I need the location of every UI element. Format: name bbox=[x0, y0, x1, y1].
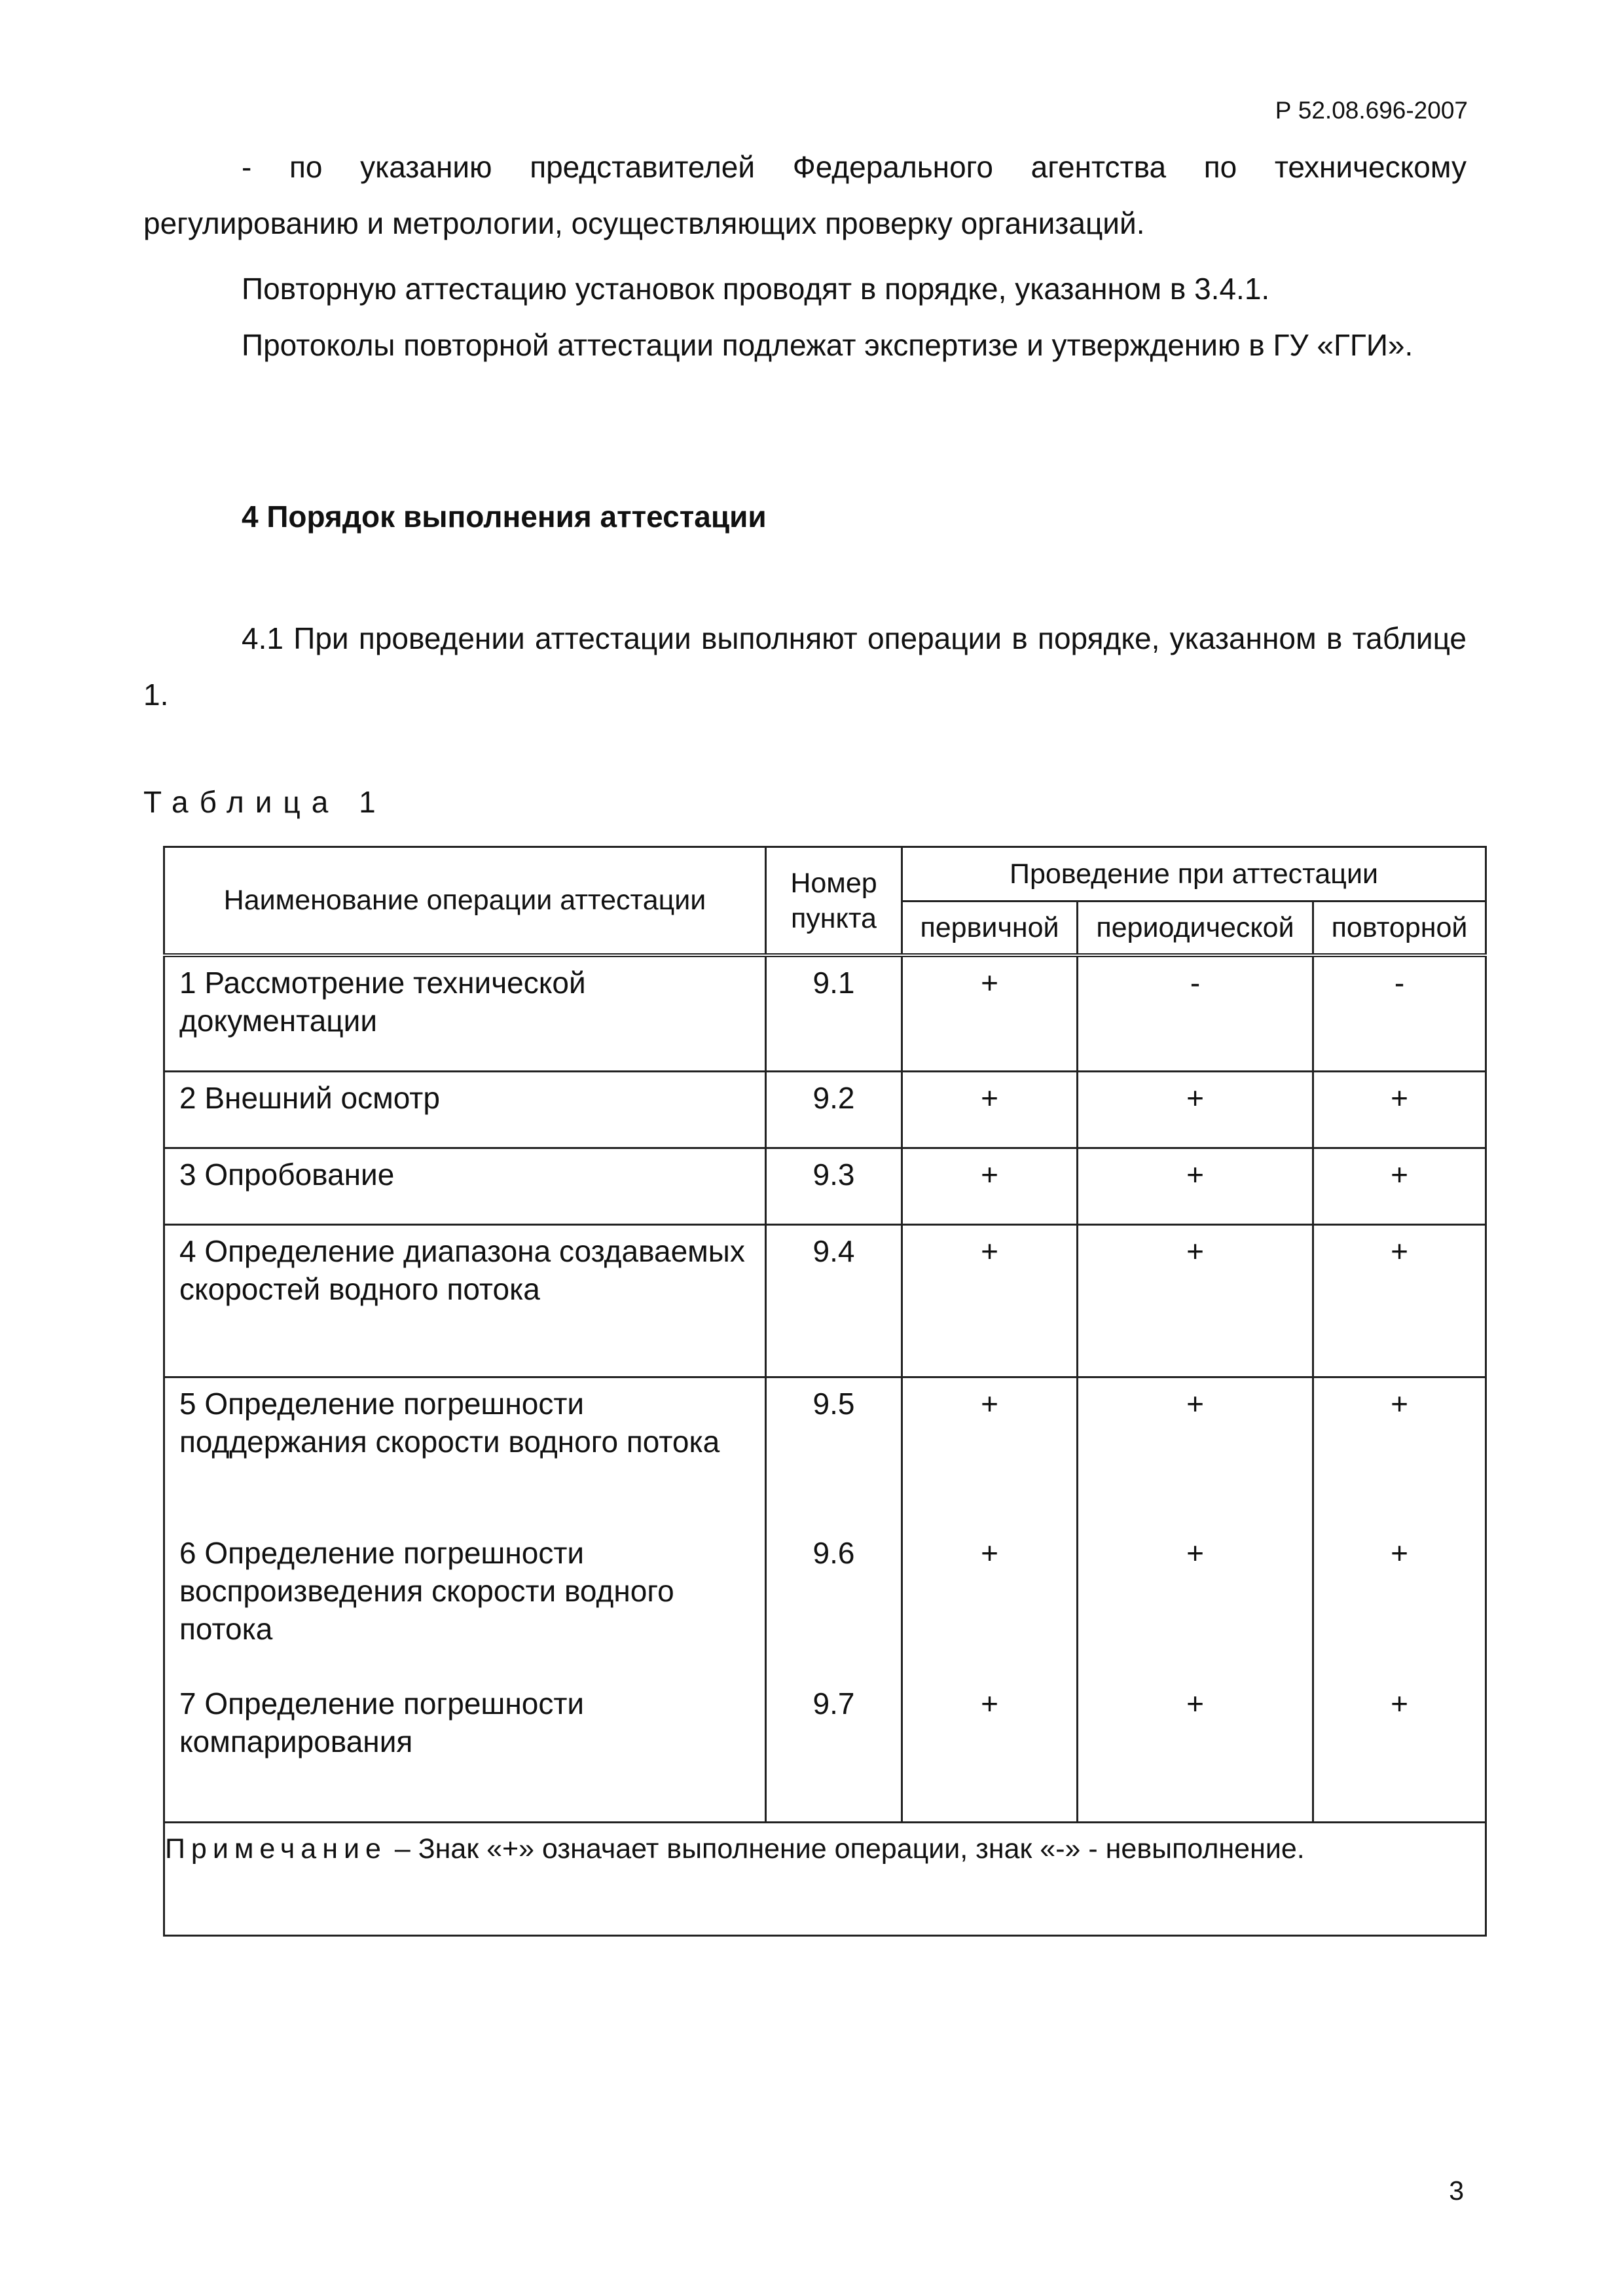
operation-name: 6 Определение погрешности воспроизведения скорости водного потока bbox=[164, 1527, 766, 1678]
table-row bbox=[164, 1071, 1486, 1148]
mark-repeat: + bbox=[1313, 1678, 1486, 1822]
header-operation: Наименование операции аттестации bbox=[164, 847, 766, 956]
table-caption: Таблица 1 bbox=[143, 785, 387, 819]
mark-primary: + bbox=[902, 1148, 1078, 1224]
clause-number: 9.2 bbox=[766, 1071, 902, 1148]
paragraph-representatives: - по указанию представителей Федерального агентства по техническому регулированию и метрологии, осуществляющих проверку организаций. bbox=[143, 150, 1467, 240]
paragraph-protocols: Протоколы повторной аттестации подлежат экспертизе и утверждению в ГУ «ГГИ». bbox=[242, 328, 1413, 362]
table-note bbox=[164, 1822, 1486, 1935]
mark-repeat: + bbox=[1313, 1148, 1486, 1224]
table-row bbox=[164, 1224, 1486, 1377]
mark-repeat: + bbox=[1313, 1224, 1486, 1377]
note-label: Примечание bbox=[165, 1832, 387, 1865]
clause-number: 9.4 bbox=[766, 1224, 902, 1377]
header-conduct: Проведение при аттестации bbox=[902, 847, 1486, 902]
mark-repeat: - bbox=[1313, 955, 1486, 1071]
mark-periodic: + bbox=[1078, 1678, 1313, 1822]
clause-number: 9.1 bbox=[766, 955, 902, 1071]
section-heading: 4 Порядок выполнения аттестации bbox=[242, 500, 767, 534]
note-text: – Знак «+» означает выполнение операции, знак «-» - невыполнение. bbox=[386, 1832, 1305, 1865]
header-primary: первичной bbox=[902, 902, 1078, 956]
operation-name: 3 Опробование bbox=[164, 1148, 766, 1224]
header-periodic: периодической bbox=[1078, 902, 1313, 956]
operation-name: 1 Рассмотрение технической документации bbox=[164, 955, 766, 1071]
mark-periodic: - bbox=[1078, 955, 1313, 1071]
mark-repeat: + bbox=[1313, 1071, 1486, 1148]
header-number: Номер пункта bbox=[766, 847, 902, 956]
table-row bbox=[164, 1377, 1486, 1527]
page-number: 3 bbox=[1449, 2176, 1464, 2206]
mark-periodic: + bbox=[1078, 1377, 1313, 1527]
clause-number: 9.6 bbox=[766, 1527, 902, 1678]
table-row bbox=[164, 1148, 1486, 1224]
table-note-row bbox=[164, 1822, 1486, 1935]
table-row bbox=[164, 1527, 1486, 1678]
mark-periodic: + bbox=[1078, 1224, 1313, 1377]
paragraph-repeat-attestation: Повторную аттестацию установок проводят в порядке, указанном в 3.4.1. bbox=[242, 272, 1270, 306]
mark-periodic: + bbox=[1078, 1071, 1313, 1148]
mark-periodic: + bbox=[1078, 1527, 1313, 1678]
header-repeat: повторной bbox=[1313, 902, 1486, 956]
document-code: Р 52.08.696-2007 bbox=[1275, 97, 1468, 124]
mark-primary: + bbox=[902, 955, 1078, 1071]
mark-primary: + bbox=[902, 1071, 1078, 1148]
table-row bbox=[164, 955, 1486, 1071]
paragraph-4-1: 4.1 При проведении аттестации выполняют операции в порядке, указанном в таблице 1. bbox=[143, 621, 1467, 712]
operation-name: 4 Определение диапазона создаваемых скоростей водного потока bbox=[164, 1224, 766, 1377]
clause-number: 9.3 bbox=[766, 1148, 902, 1224]
mark-repeat: + bbox=[1313, 1527, 1486, 1678]
mark-primary: + bbox=[902, 1527, 1078, 1678]
clause-number: 9.7 bbox=[766, 1678, 902, 1822]
operation-name: 5 Определение погрешности поддержания скорости водного потока bbox=[164, 1377, 766, 1527]
mark-primary: + bbox=[902, 1678, 1078, 1822]
table-row bbox=[164, 1678, 1486, 1822]
mark-repeat: + bbox=[1313, 1377, 1486, 1527]
mark-periodic: + bbox=[1078, 1148, 1313, 1224]
clause-number: 9.5 bbox=[766, 1377, 902, 1527]
mark-primary: + bbox=[902, 1224, 1078, 1377]
operation-name: 7 Определение погрешности компарирования bbox=[164, 1678, 766, 1822]
operation-name: 2 Внешний осмотр bbox=[164, 1071, 766, 1148]
mark-primary: + bbox=[902, 1377, 1078, 1527]
operations-table bbox=[163, 846, 1487, 1937]
